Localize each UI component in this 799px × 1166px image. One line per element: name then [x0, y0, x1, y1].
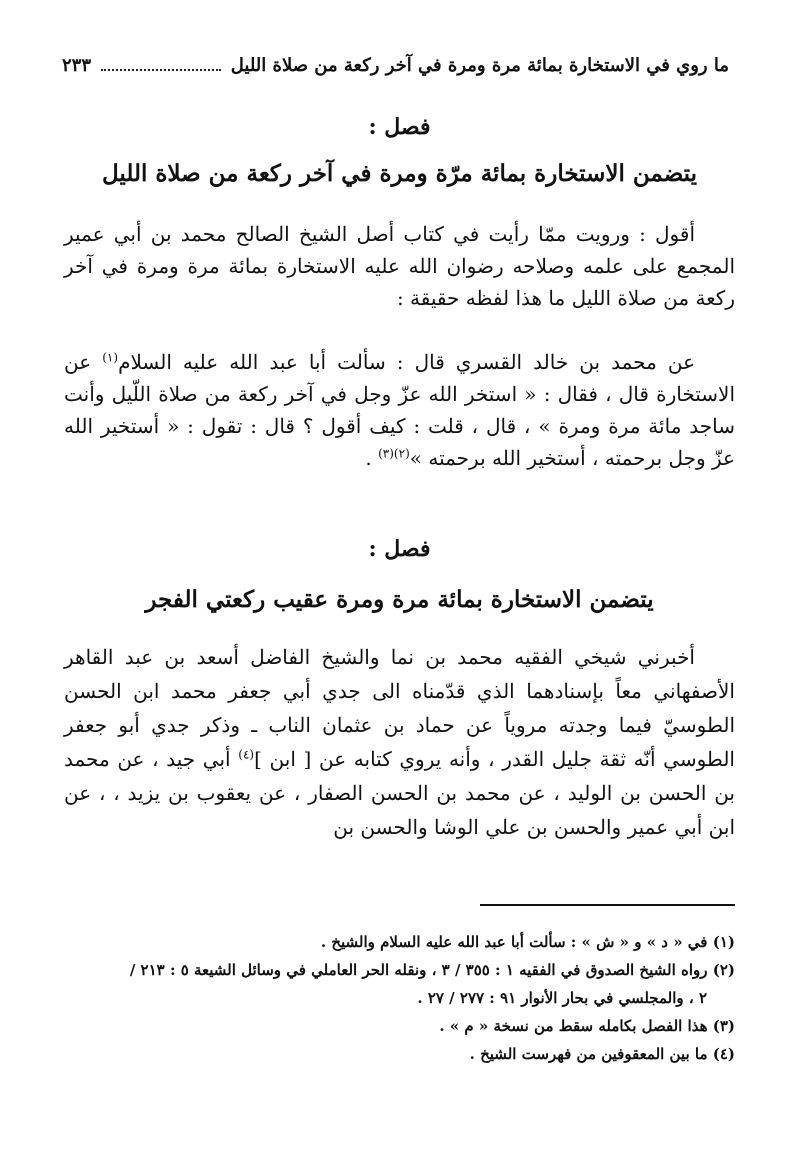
section1-hadith-paragraph [64, 346, 735, 474]
header-dot-leader [101, 59, 221, 71]
footnote-ref-1: (١) [102, 350, 119, 365]
section2-part2: أبي جيد ، عن محمد بن الحسن بن الوليد ، عن محمد بن الحسن الصفار ، عن يعقوب بن يزيد ، ، عن ابن أبي عمير والحسن بن علي الوشا والحسن بن [64, 747, 735, 839]
header-title: ما روي في الاستخارة بمائة مرة ومرة في آخر ركعة من صلاة الليل [230, 54, 729, 76]
section2-part1: أخبرني شيخي الفقيه محمد بن نما والشيخ الفاضل أسعد بن عبد القاهر الأصفهاني معاً بإسنادهما الذي قدّمناه الى جدي أبي جعفر محمد ابن الحسن الطوسيّ فيما وجدته مروياً عن حماد بن عثمان الناب ـ وذكر جدي أبو جعفر الطوسي أنّه ثقة جليل القدر ، وأنه يروي كتابه عن [ ابن ] [64, 645, 735, 771]
footnote-4: (٤) ما بين المعقوفين من فهرست الشيخ . [469, 1045, 735, 1063]
footnote-3: (٣) هذا الفصل بكامله سقط من نسخة « م » . [439, 1017, 735, 1035]
footnote-separator [480, 904, 735, 906]
hadith-end: . [365, 446, 379, 470]
footnote-1: (١) في « د » و « ش » : سألت أبا عبد الله عليه السلام والشيخ . [320, 933, 735, 951]
footnote-ref-2-3: (٢)(٣) [378, 446, 410, 461]
section2-text [64, 640, 735, 844]
section1-intro-paragraph [64, 218, 735, 314]
section2-heading: فصل : [368, 536, 431, 562]
section1-hadith-text [64, 346, 735, 474]
footnote-ref-4: (٤) [238, 747, 255, 762]
section2-paragraph [64, 640, 735, 844]
page-number: ٢٣٣ [62, 54, 92, 76]
footnote-2-continuation: ٢ ، والمجلسي في بحار الأنوار ٩١ : ٢٧٧ / ٢٧ . [417, 989, 707, 1007]
section1-intro-text: أقول : ورويت ممّا رأيت في كتاب أصل الشيخ الصالح محمد بن أبي عمير المجمع على علمه وصلاحه رضوان الله عليه الاستخارة بمائة مرة ومرة في آخر ركعة من صلاة الليل ما هذا لفظه حقيقة : [64, 222, 735, 310]
section1-heading: فصل : [368, 114, 431, 140]
footnotes [64, 928, 735, 1068]
running-header [62, 50, 729, 80]
hadith-part2: عن الاستخارة قال ، فقال : « استخر الله عزّ وجل في آخر ركعة من صلاة اللّيل وأنت ساجد مائة مرة ومرة » ، قال ، قلت : كيف أقول ؟ قال : تقول : « أستخير الله عزّ وجل برحمته ، أستخير الله برحمته » [64, 350, 735, 470]
footnote-2: (٢) رواه الشيخ الصدوق في الفقيه ١ : ٣٥٥ / ٣ ، ونقله الحر العاملي في وسائل الشيعة ٥ : ٢١٣ / [129, 961, 735, 979]
section1-title: يتضمن الاستخارة بمائة مرّة ومرة في آخر ركعة من صلاة الليل [101, 160, 697, 187]
hadith-part1: عن محمد بن خالد القسري قال : سألت أبا عبد الله عليه السلام [118, 350, 696, 374]
section2-title: يتضمن الاستخارة بمائة مرة ومرة عقيب ركعتي الفجر [145, 586, 654, 613]
